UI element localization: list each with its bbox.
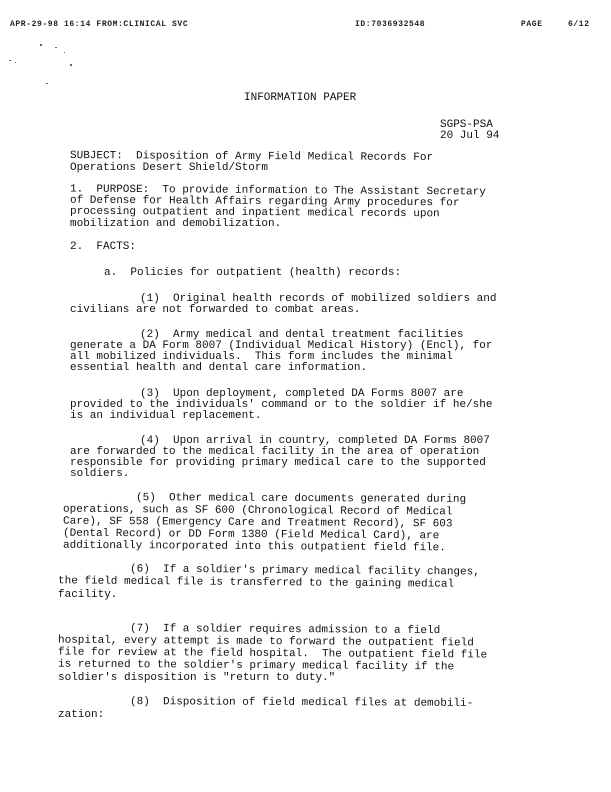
paragraph-line: (2) Army medical and dental treatment facilities xyxy=(140,329,464,341)
paragraph-line: (6) If a soldier's primary medical facility changes, xyxy=(129,563,480,579)
purpose-line: mobilization and demobilization. xyxy=(70,218,282,230)
paragraph-line: (Dental Record) or DD Form 1380 (Field Medical Card), are xyxy=(62,527,440,543)
paragraph-line: are forwarded to the medical facility in the area of operation xyxy=(70,446,480,458)
paragraph-line: provided to the individuals' command or to the soldier if he/she xyxy=(70,399,493,411)
paragraph-line: zation: xyxy=(58,709,105,721)
paragraph-line: all mobilized individuals. This form includes the minimal xyxy=(70,351,453,363)
paragraph-line: generate a DA Form 8007 (Individual Medical History) (Encl), for xyxy=(70,340,493,352)
paragraph-line: hospital, every attempt is made to forward the outpatient field xyxy=(57,634,474,650)
paragraph-line: Care), SF 558 (Emergency Care and Treatment Record), SF 603 xyxy=(62,515,453,531)
office-symbol: SGPS-PSA xyxy=(440,119,493,131)
paragraph-line: file for review at the field hospital. The outpatient field file xyxy=(57,646,488,662)
fax-header-sender: APR-29-98 16:14 FROM:CLINICAL SVC xyxy=(10,20,189,29)
paragraph-line: (4) Upon arrival in country, completed DA Forms 8007 xyxy=(140,435,490,447)
facts-heading: 2. FACTS: xyxy=(70,241,137,253)
document-date: 20 Jul 94 xyxy=(440,130,500,142)
fax-header-page-number: 6/12 xyxy=(568,20,590,29)
policies-heading: a. Policies for outpatient (health) records: xyxy=(104,267,402,279)
paragraph-line: (7) If a soldier requires admission to a field xyxy=(129,622,441,638)
paragraph-line: is returned to the soldier's primary medical facility if the xyxy=(57,658,455,674)
paragraph-line: is an individual replacement. xyxy=(70,410,262,422)
subject-line: SUBJECT: Disposition of Army Field Medical Records For xyxy=(69,150,434,164)
paragraph-line: civilians are not forwarded to combat areas. xyxy=(70,304,361,316)
paragraph-line: responsible for providing primary medical care to the supported xyxy=(70,457,486,469)
document-title: INFORMATION PAPER xyxy=(244,92,357,104)
paragraph-line: (5) Other medical care documents generated during xyxy=(135,492,467,506)
paragraph-line: soldiers. xyxy=(70,468,130,480)
fax-header-id: ID:7036932548 xyxy=(355,20,426,29)
paragraph-line: essential health and dental care information. xyxy=(70,362,368,374)
paragraph-line: (1) Original health records of mobilized soldiers and xyxy=(140,293,497,305)
purpose-line: processing outpatient and inpatient medical records upon xyxy=(69,205,440,221)
purpose-line: of Defense for Health Affairs regarding Army procedures for xyxy=(69,194,460,210)
fax-header-page-label: PAGE xyxy=(521,20,543,29)
paragraph-line: additionally incorporated into this outpatient field file. xyxy=(62,539,446,555)
paragraph-line: (3) Upon deployment, completed DA Forms 8007 are xyxy=(140,388,464,400)
purpose-line: 1. PURPOSE: To provide information to The Assistant Secretary xyxy=(69,183,486,199)
paragraph-line: the field medical file is transferred to the gaining medical xyxy=(57,575,455,591)
paragraph-line: facility. xyxy=(58,589,118,601)
paragraph-line: soldier's disposition is "return to duty." xyxy=(58,672,336,684)
paragraph-line: (8) Disposition of field medical files at demobili- xyxy=(129,696,474,710)
paragraph-line: operations, such as SF 600 (Chronological Record of Medical xyxy=(62,503,453,519)
subject-line: Operations Desert Shield/Storm xyxy=(70,162,269,174)
